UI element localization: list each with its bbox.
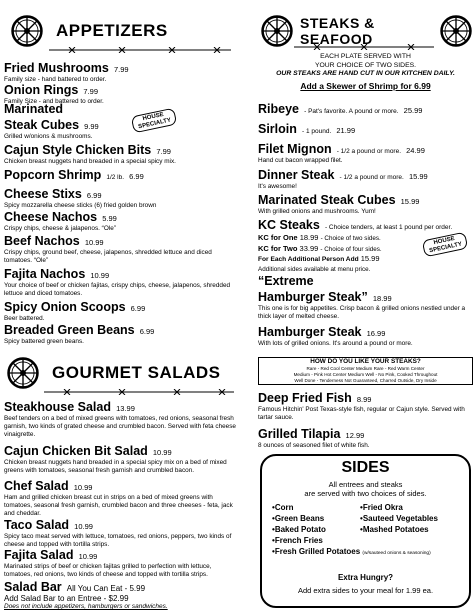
menu-item — [4, 208, 236, 233]
barbed-wire-divider — [44, 389, 234, 395]
barbed-wire-divider — [49, 47, 231, 53]
item-name: KC Steaks — [258, 218, 320, 232]
item-desc: Ham and grilled chicken breast cut in strips on a bed of mixed greens with tomatoes, seasonal fresh garnish, crumbled bacon and three cheeses - feta, jack and cheddar. — [4, 494, 233, 518]
item-name: Ribeye — [258, 102, 299, 116]
item-name: Grilled Tilapia — [258, 427, 341, 441]
item-desc: Chicken breast nuggets hand breaded in a special spicy mix on a bed of mixed greens with tomatoes, seasonal fresh garnish and crumbled bacon. — [4, 459, 227, 475]
item-price: 10.99 — [74, 522, 93, 531]
kc-add-label: For Each Additional Person Add — [258, 256, 359, 263]
intro-line: OUR STEAKS ARE HAND CUT IN OUR KITCHEN DAILY. — [276, 70, 455, 77]
item-note: - Choice tenders, at least 1 pound per order. — [324, 224, 453, 231]
side-item: •French Fries — [272, 536, 323, 545]
side-item-label: Mashed Potatoes — [362, 525, 429, 534]
item-price: 21.99 — [336, 126, 356, 135]
salads-title: GOURMET SALADS — [52, 363, 221, 382]
item-desc: Spicy taco meat served with lettuce, tomatoes, red onions, peppers, two kinds of cheese and topped with tortilla strips. — [4, 533, 232, 549]
item-name: Cheese Stixs — [4, 187, 82, 201]
wagon-wheel-icon — [439, 14, 473, 48]
item-desc: 8 ounces of seasoned filet of white fish. — [258, 442, 370, 449]
item-name: Cajun Chicken Bit Salad — [4, 444, 148, 458]
side-item-label: Green Beans — [274, 514, 325, 523]
menu-item — [4, 578, 236, 611]
doneness-box — [258, 357, 473, 385]
side-item: •Sauteed Vegetables — [360, 514, 438, 523]
item-name: “Extreme — [258, 274, 314, 288]
side-item: •Corn — [272, 503, 294, 512]
item-price: 7.99 — [156, 147, 171, 156]
item-note: - Pat's favorite. A pound or more. — [304, 108, 399, 115]
item-price: 6.99 — [86, 191, 102, 200]
shrimp-skewer-note: Add a Skewer of Shrimp for 6.99 — [300, 80, 431, 91]
menu-item — [4, 103, 236, 141]
sides-sub-line: All entrees and steaks — [328, 480, 403, 489]
menu-item — [258, 140, 473, 165]
wagon-wheel-icon — [260, 14, 294, 48]
menu-item — [4, 265, 236, 298]
item-name-line2: Hamburger Steak” — [258, 289, 368, 304]
kc-sides-note: Additional sides available at menu price. — [258, 265, 371, 273]
item-desc: Hand cut bacon wrapped filet. — [258, 157, 343, 164]
item-price: 15.99 — [400, 197, 420, 206]
item-price: 15.99 — [408, 172, 428, 181]
sides-subtitle — [262, 480, 469, 498]
item-desc: This one is for big appetites. Crisp bacon & grilled onions nestled under a thick layer of melted cheese. — [258, 304, 466, 320]
item-desc: It's awesome! — [258, 183, 297, 190]
menu-item — [4, 546, 236, 579]
sides-box — [260, 454, 471, 608]
side-item-label: Fried Okra — [362, 503, 403, 512]
item-note: - 1/2 a pound or more. — [339, 174, 404, 181]
menu-item — [258, 275, 473, 321]
house-specialty-badge: HOUSE SPECIALTY — [422, 232, 469, 258]
doneness-title: HOW DO YOU LIKE YOUR STEAKS? — [310, 358, 421, 365]
item-price: 8.99 — [356, 395, 372, 404]
item-desc: Grilled w/onions & mushrooms. — [4, 132, 93, 140]
barbed-wire-divider — [294, 44, 434, 50]
side-item-label: Sauteed Vegetables — [362, 514, 438, 523]
item-name: Steakhouse Salad — [4, 400, 111, 414]
item-size: 1/2 lb. — [106, 174, 125, 181]
extra-hungry: Extra Hungry? — [337, 573, 394, 582]
menu-item — [4, 166, 236, 182]
item-desc: Beef tenders on a bed of mixed greens with tomatoes, red onions, seasonal fresh garnish, two kinds of grated cheese and crumbled bacon. Served with feta cheese vinaigrette. — [4, 415, 236, 439]
menu-item — [4, 185, 236, 210]
menu-item — [4, 232, 236, 265]
kc-two-price: 33.99 — [299, 243, 319, 253]
side-item: •Fried Okra — [360, 503, 403, 512]
appetizers-title: APPETIZERS — [56, 21, 168, 40]
item-name: Taco Salad — [4, 518, 70, 532]
item-name: Fajita Nachos — [4, 267, 86, 281]
side-item: •Fresh Grilled Potatoes (w/sauteed onions & seasoning) — [272, 547, 431, 556]
item-price: 10.99 — [84, 238, 104, 247]
menu-item — [4, 442, 236, 475]
doneness-line: Rare - Red Cool Center Medium Rare - Red Warm Center — [306, 366, 425, 371]
item-price: 10.99 — [90, 271, 110, 280]
item-price: 6.99 — [130, 304, 146, 313]
doneness-line: Well Done - Tenderness Not Guaranteed, Charred Outside, Dry Inside — [294, 378, 437, 383]
menu-item — [4, 477, 236, 519]
item-desc: Spicy battered green beans. — [4, 338, 84, 345]
item-name: Beef Nachos — [4, 234, 80, 248]
item-price: 7.99 — [113, 65, 129, 74]
steaks-title: STEAKS & SEAFOOD — [300, 15, 375, 47]
item-name: Spicy Onion Scoops — [4, 300, 126, 314]
item-price: 25.99 — [403, 106, 423, 115]
intro-line: YOUR CHOICE OF TWO SIDES. — [314, 61, 417, 69]
kc-one-label: KC for One — [258, 233, 298, 242]
kc-one-price: 18.99 — [299, 233, 319, 242]
item-desc: Marinated strips of beef or chicken fajitas grilled to perfection with lettuce, tomatoes, red onions, two kinds of cheese and topped with tortilla strips. — [4, 563, 212, 579]
sides-title: SIDES — [341, 459, 390, 476]
side-item-label: Fresh Grilled Potatoes — [274, 547, 361, 556]
item-desc: Famous Hitchin' Post Texas-style fish, regular or Cajun style. Served with tartar sauce. — [258, 406, 465, 422]
item-price: 10.99 — [152, 448, 172, 457]
item-price: 5.99 — [102, 214, 117, 223]
item-name: Cajun Style Chicken Bits — [4, 143, 152, 157]
menu-item — [4, 298, 236, 323]
kc-two-note: - Choice of four sides. — [320, 245, 382, 253]
item-name-line2: Steak Cubes — [4, 117, 80, 132]
menu-item — [258, 323, 473, 348]
menu-item — [258, 191, 473, 216]
item-price: 12.99 — [345, 431, 365, 440]
item-desc: Family Size - and battered to order. — [4, 98, 104, 105]
item-price: 24.99 — [406, 146, 425, 155]
item-name: Fried Mushrooms — [4, 61, 109, 75]
item-price: All You Can Eat - 5.99 — [66, 584, 146, 593]
menu-item — [4, 321, 236, 346]
kc-two-label: KC for Two — [258, 243, 298, 253]
sides-list-right — [360, 502, 438, 535]
menu-item — [258, 100, 473, 116]
item-desc: Spicy mozzarella cheese sticks (6) fried golden brown — [4, 202, 157, 209]
item-price: 13.99 — [116, 404, 135, 413]
item-name: Deep Fried Fish — [258, 391, 352, 405]
item-price: 9.99 — [84, 121, 99, 131]
item-name: Salad Bar — [4, 580, 62, 594]
item-desc: Crispy chips, ground beef, cheese, jalapenos, shredded lettuce and diced tomatoes. “Ole” — [4, 249, 212, 265]
wagon-wheel-icon — [6, 356, 40, 390]
sides-sub-line: are served with two choices of sides. — [304, 489, 427, 498]
item-desc: Family size - hand battered to order. — [4, 76, 107, 83]
item-desc: With lots of grilled onions. It's around a pound or more. — [258, 340, 413, 347]
side-item: •Mashed Potatoes — [360, 525, 429, 534]
menu-item — [258, 166, 473, 191]
item-price: 7.99 — [83, 87, 99, 96]
item-name: Marinated — [4, 102, 64, 116]
item-name: Marinated Steak Cubes — [258, 193, 396, 207]
wagon-wheel-icon — [10, 14, 44, 48]
item-desc: Crispy chips, cheese & jalapenos. “Ole” — [4, 225, 116, 232]
menu-item — [258, 389, 473, 422]
menu-item — [258, 120, 473, 136]
item-price: 10.99 — [73, 483, 93, 492]
salad-bar-add: Add Salad Bar to an Entree - $2.99 — [4, 594, 129, 603]
menu-item — [258, 425, 473, 450]
side-item-label: Baked Potato — [274, 525, 326, 534]
item-name: Hamburger Steak — [258, 325, 362, 339]
item-desc: Your choice of beef or chicken fajitas, crispy chips, cheese, jalapenos, shredded lettuce and diced tomatoes. — [4, 282, 231, 298]
intro-line: EACH PLATE SERVED WITH — [320, 53, 411, 60]
item-price: 6.99 — [139, 327, 155, 336]
side-item-label: Corn — [274, 503, 294, 512]
item-desc: Beer battered. — [4, 315, 45, 322]
item-name: Filet Mignon — [258, 142, 332, 156]
item-name: Sirloin — [258, 122, 297, 136]
item-price: 6.99 — [129, 172, 144, 181]
item-name: Breaded Green Beans — [4, 323, 135, 337]
item-note: - 1 pound. — [302, 128, 332, 135]
item-name: Fajita Salad — [4, 548, 74, 562]
item-price: 10.99 — [78, 552, 98, 561]
kc-add-price: 15.99 — [360, 254, 380, 263]
item-name: Onion Rings — [4, 83, 79, 97]
side-item: •Green Beans — [272, 514, 325, 523]
item-name: Chef Salad — [4, 479, 69, 493]
steaks-intro — [258, 53, 473, 90]
side-item-label: French Fries — [274, 536, 323, 545]
item-name: Dinner Steak — [258, 168, 335, 182]
kc-one-note: - Choice of two sides. — [320, 235, 381, 242]
item-desc: With grilled onions and mushrooms. Yum! — [258, 208, 376, 215]
item-desc: Chicken breast nuggets hand breaded in a special spicy mix. — [4, 158, 176, 165]
menu-item — [4, 141, 236, 166]
house-specialty-badge: HOUSE SPECIALTY — [131, 108, 178, 134]
menu-item — [4, 516, 236, 549]
extra-sides-note: Add extra sides to your meal for 1.99 ea. — [297, 586, 434, 595]
salad-bar-note: Does not include appetizers, hamburgers or sandwiches. — [4, 603, 168, 610]
item-note: - 1/2 a pound or more. — [336, 148, 402, 155]
item-name: Cheese Nachos — [4, 210, 98, 224]
item-price: 18.99 — [372, 293, 392, 303]
item-name: Popcorn Shrimp — [4, 168, 102, 182]
doneness-line: Medium - Pink Hot Center Medium Well - No Pink, Cooked Throughout — [293, 372, 438, 377]
side-item: •Baked Potato — [272, 525, 326, 534]
potatoes-note: (w/sauteed onions & seasoning) — [362, 551, 431, 556]
item-price: 16.99 — [366, 329, 386, 338]
menu-item — [4, 398, 236, 440]
